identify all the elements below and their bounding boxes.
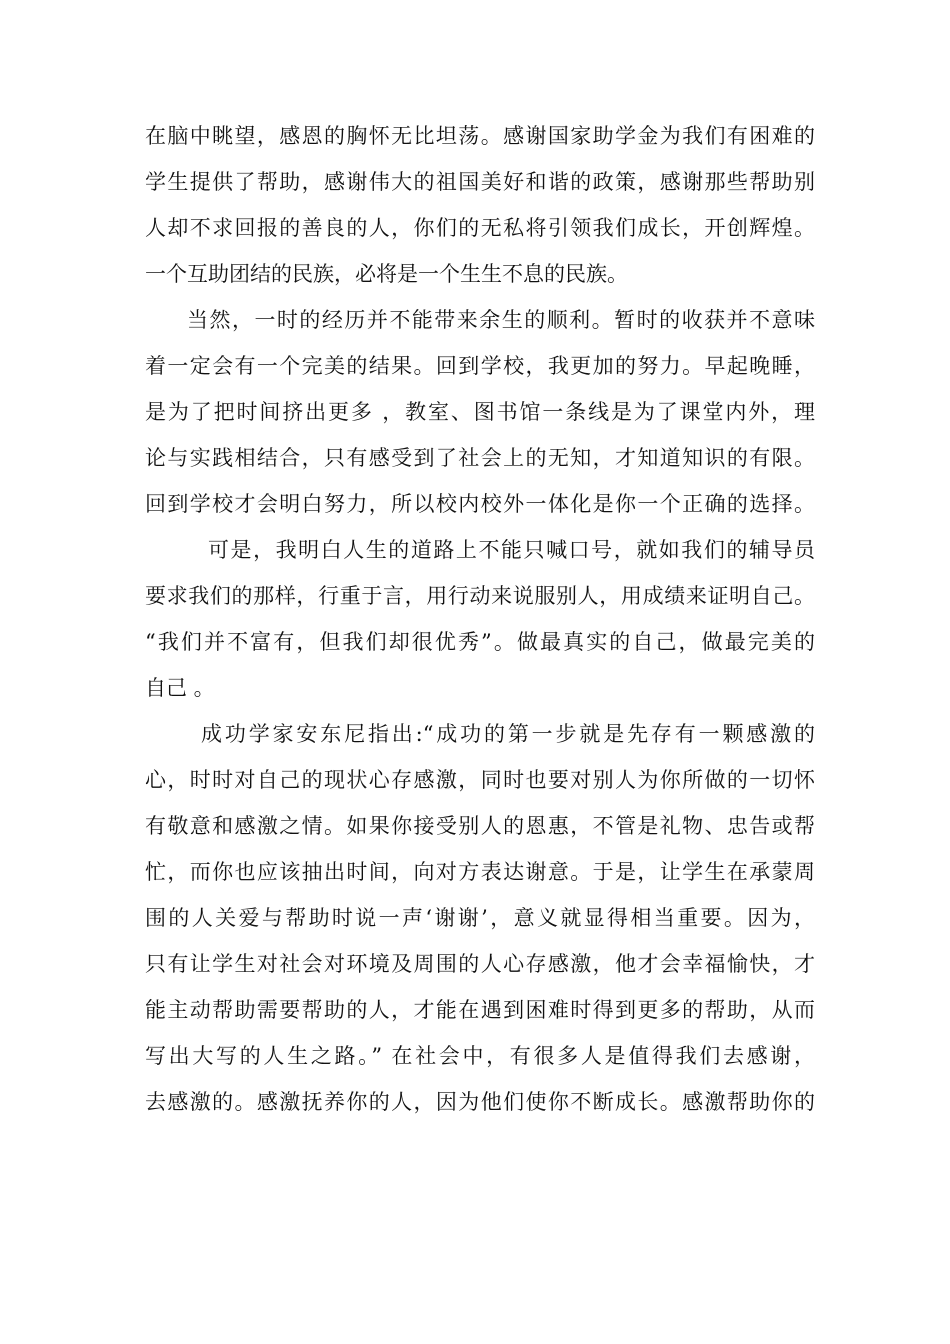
body-text (145, 113, 815, 1125)
text-line: 当然，一时的经历并不能带来余生的顺利。暂时的收获并不意味 (187, 308, 815, 332)
text-line: 是为了把时间挤出更多 ，教室、图书馆一条线是为了课堂内外，理 (145, 400, 815, 424)
text-line: 只有让学生对社会对环境及周围的人心存感激，他才会幸福愉快，才 (145, 952, 815, 976)
text-line: 可是，我明白人生的道路上不能只喊口号，就如我们的辅导员 (208, 538, 815, 562)
text-line: 论与实践相结合，只有感受到了社会上的无知，才知道知识的有限。 (145, 446, 815, 470)
text-line: 回到学校才会明白努力，所以校内校外一体化是你一个正确的选择。 (145, 492, 815, 516)
text-line: 着一定会有一个完美的结果。回到学校，我更加的努力。早起晚睡， (145, 354, 815, 378)
text-line: 有敬意和感激之情。如果你接受别人的恩惠，不管是礼物、忠告或帮 (145, 814, 815, 838)
text-line: 成功学家安东尼指出:“成功的第一步就是先存有一颗感激的 (201, 722, 815, 746)
text-line: “我们并不富有，但我们却很优秀”。做最真实的自己，做最完美的 (145, 630, 815, 654)
text-line: 人却不求回报的善良的人，你们的无私将引领我们成长，开创辉煌。 (145, 216, 815, 240)
text-line: 学生提供了帮助，感谢伟大的祖国美好和谐的政策，感谢那些帮助别 (145, 170, 815, 194)
text-line: 围的人关爱与帮助时说一声‘谢谢’，意义就显得相当重要。因为， (145, 906, 815, 930)
text-line: 自己 。 (145, 676, 215, 700)
text-line: 忙，而你也应该抽出时间，向对方表达谢意。于是，让学生在承蒙周 (145, 860, 815, 884)
text-line: 去感激的。感激抚养你的人，因为他们使你不断成长。感激帮助你的 (145, 1090, 815, 1114)
text-line: 在脑中眺望，感恩的胸怀无比坦荡。感谢国家助学金为我们有困难的 (145, 124, 815, 148)
text-line: 心，时时对自己的现状心存感激，同时也要对别人为你所做的一切怀 (145, 768, 815, 792)
text-line: 一个互助团结的民族，必将是一个生生不息的民族。 (145, 262, 628, 286)
text-line: 写出大写的人生之路。” 在社会中，有很多人是值得我们去感谢， (145, 1044, 815, 1068)
text-line: 要求我们的那样，行重于言，用行动来说服别人，用成绩来证明自己。 (145, 584, 815, 608)
text-line: 能主动帮助需要帮助的人，才能在遇到困难时得到更多的帮助，从而 (145, 998, 815, 1022)
